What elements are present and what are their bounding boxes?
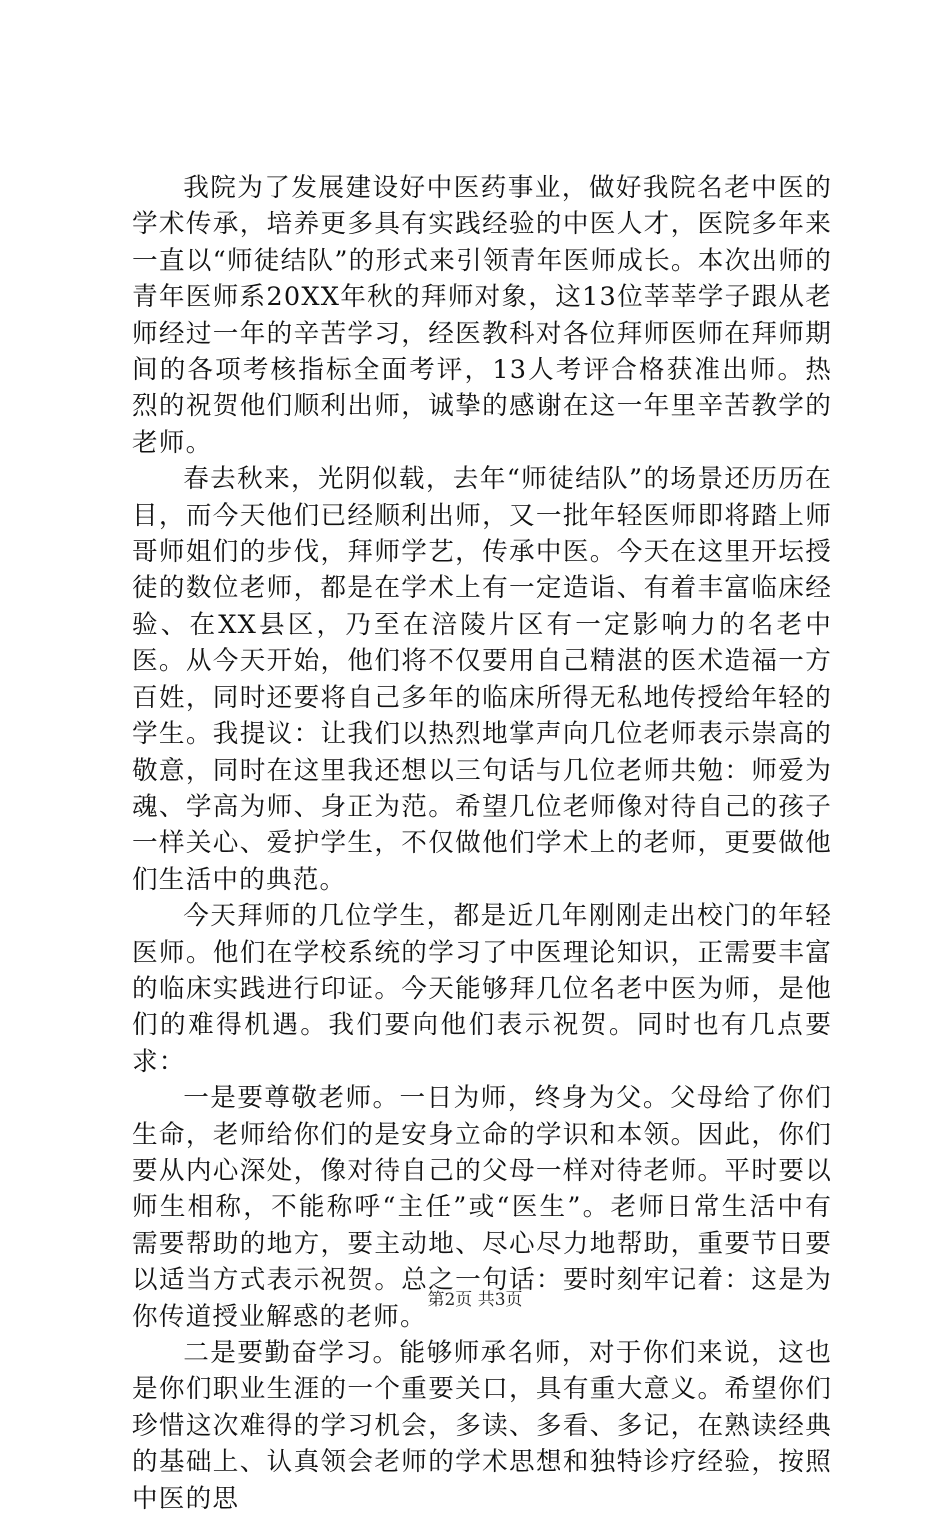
page-number-footer: 第2页 共3页 bbox=[427, 1290, 523, 1310]
document-body bbox=[132, 170, 832, 1517]
paragraph-5: 二是要勤奋学习。能够师承名师，对于你们来说，这也是你们职业生涯的一个重要关口，具有重大意义。希望你们珍惜这次难得的学习机会，多读、多看、多记，在熟读经典的基础上、认真领会老师的学术思想和独特诊疗经验，按照中医的思 bbox=[132, 1338, 832, 1514]
paragraph-4: 一是要尊敬老师。一日为师，终身为父。父母给了你们生命，老师给你们的是安身立命的学识和本领。因此，你们要从内心深处，像对待自己的父母一样对待老师。平时要以师生相称，不能称呼“主任”或“医生”。老师日常生活中有需要帮助的地方，要主动地、尽心尽力地帮助，重要节日要以适当方式表示祝贺。总之一句话：要时刻牢记着：这是为你传道授业解惑的老师。 bbox=[132, 1083, 832, 1332]
paragraph-2: 春去秋来，光阴似载，去年“师徒结队”的场景还历历在目，而今天他们已经顺利出师，又一批年轻医师即将踏上师哥师姐们的步伐，拜师学艺，传承中医。今天在这里开坛授徒的数位老师，都是在学术上有一定造诣、有着丰富临床经验、在XX县区，乃至在涪陵片区有一定影响力的名老中医。从今天开始，他们将不仅要用自己精湛的医术造福一方百姓，同时还要将自己多年的临床所得无私地传授给年轻的学生。我提议：让我们以热烈地掌声向几位老师表示崇高的敬意，同时在这里我还想以三句话与几位老师共勉：师爱为魂、学高为师、身正为范。希望几位老师像对待自己的孩子一样关心、爱护学生，不仅做他们学术上的老师，更要做他们生活中的典范。 bbox=[132, 464, 832, 895]
paragraph-3: 今天拜师的几位学生，都是近几年刚刚走出校门的年轻医师。他们在学校系统的学习了中医理论知识，正需要丰富的临床实践进行印证。今天能够拜几位名老中医为师，是他们的难得机遇。我们要向他们表示祝贺。同时也有几点要求： bbox=[132, 901, 832, 1077]
paragraph-1: 我院为了发展建设好中医药事业，做好我院名老中医的学术传承，培养更多具有实践经验的中医人才，医院多年来一直以“师徒结队”的形式来引领青年医师成长。本次出师的青年医师系20XX年秋的拜师对象，这13位莘莘学子跟从老师经过一年的辛苦学习，经医教科对各位拜师医师在拜师期间的各项考核指标全面考评，13人考评合格获准出师。热烈的祝贺他们顺利出师，诚挚的感谢在这一年里辛苦教学的老师。 bbox=[132, 173, 832, 458]
